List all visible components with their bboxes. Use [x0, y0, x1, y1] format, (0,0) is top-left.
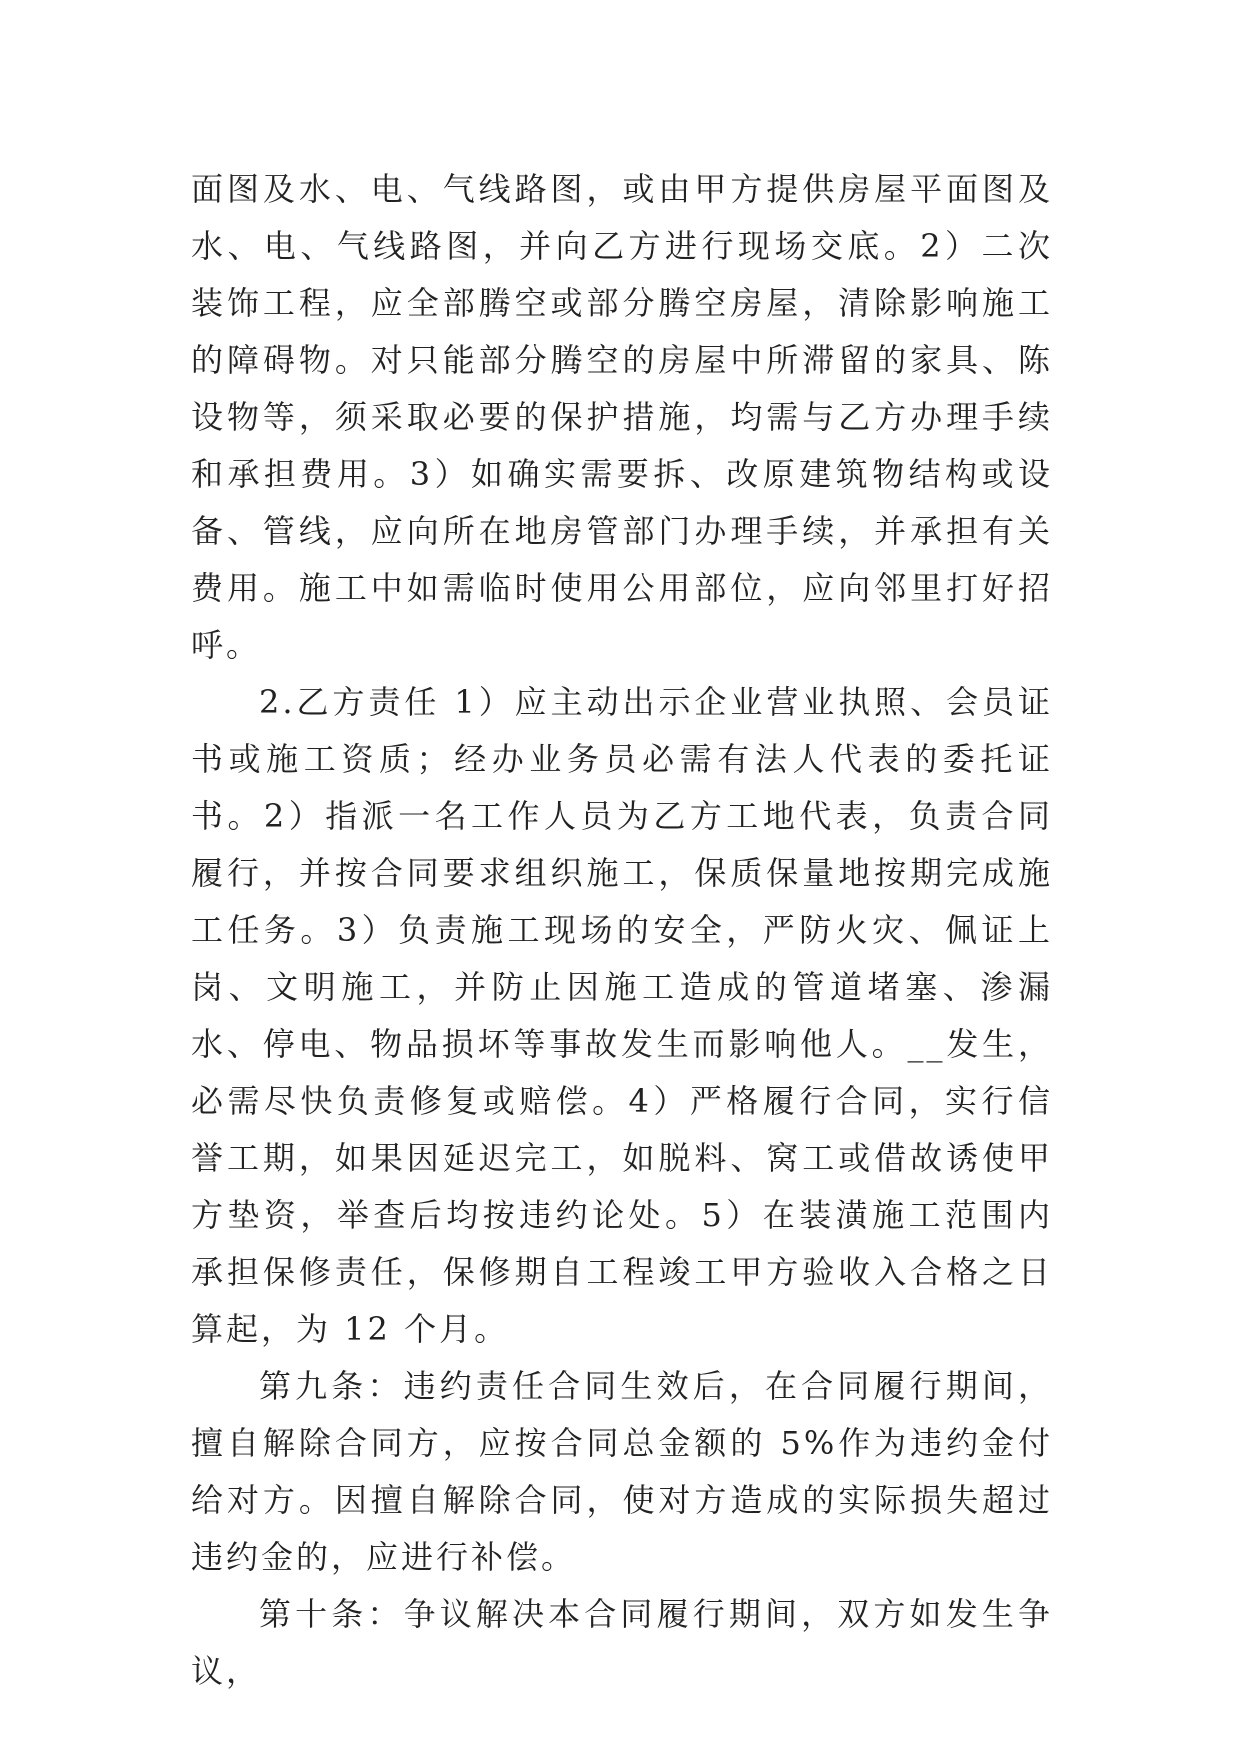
paragraph-contractor-duties: 2.乙方责任 1）应主动出示企业营业执照、会员证书或施工资质；经办业务员必需有法人代表的委托证书。2）指派一名工作人员为乙方工地代表，负责合同履行，并按合同要求组织施工，保质保量地按期完成施工任务。3）负责施工现场的安全，严防火灾、佩证上岗、文明施工，并防止因施工造成的管道堵塞、渗漏水、停电、物品损坏等事故发生而影响他人。__发生，必需尽快负责修复或赔偿。4）严格履行合同，实行信誉工期，如果因延迟完工，如脱料、窝工或借故诱使甲方垫资，举查后均按违约论处。5）在装潢施工范围内承担保修责任，保修期自工程竣工甲方验收入合格之日算起，为 12 个月。: [191, 683, 1053, 1348]
document-body: [191, 161, 1053, 1700]
paragraph-article-9-breach: 第九条：违约责任合同生效后，在合同履行期间，擅自解除合同方，应按合同总金额的 5%作为违约金付给对方。因擅自解除合同，使对方造成的实际损失超过违约金的，应进行补偿。: [191, 1367, 1053, 1576]
paragraph-owner-duties-continued: 面图及水、电、气线路图，或由甲方提供房屋平面图及水、电、气线路图，并向乙方进行现场交底。2）二次装饰工程，应全部腾空或部分腾空房屋，清除影响施工的障碍物。对只能部分腾空的房屋中所滞留的家具、陈设物等，须采取必要的保护措施，均需与乙方办理手续和承担费用。3）如确实需要拆、改原建筑物结构或设备、管线，应向所在地房管部门办理手续，并承担有关费用。施工中如需临时使用公用部位，应向邻里打好招呼。: [191, 170, 1053, 664]
paragraph-article-10-dispute: 第十条：争议解决本合同履行期间，双方如发生争议，: [191, 1595, 1053, 1690]
